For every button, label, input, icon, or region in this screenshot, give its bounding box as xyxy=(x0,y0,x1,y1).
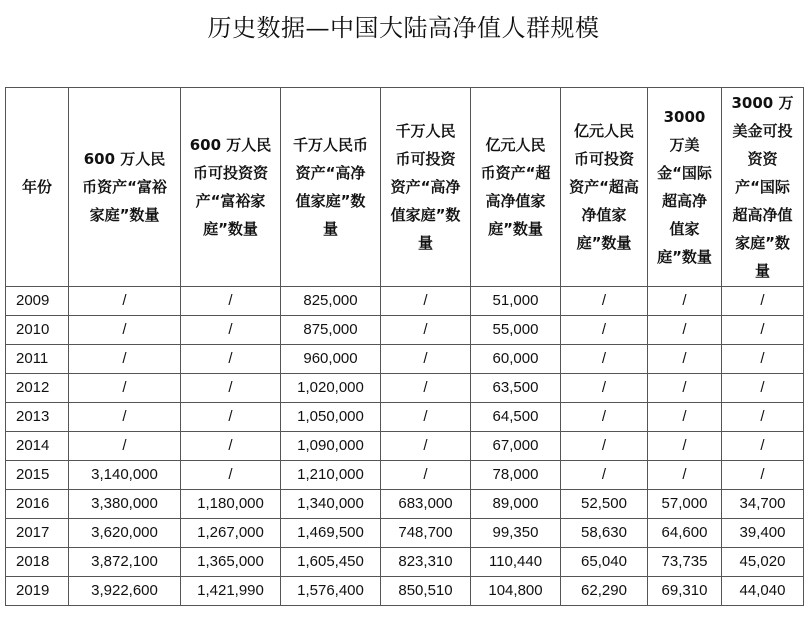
year-cell: 2011 xyxy=(6,345,69,374)
table-cell: / xyxy=(561,461,648,490)
table-cell: 960,000 xyxy=(281,345,381,374)
table-cell: 55,000 xyxy=(471,316,561,345)
table-cell: 110,440 xyxy=(471,548,561,577)
table-cell: / xyxy=(561,432,648,461)
table-cell: 62,290 xyxy=(561,577,648,606)
table-cell: / xyxy=(722,287,804,316)
table-cell: 51,000 xyxy=(471,287,561,316)
table-cell: 823,310 xyxy=(381,548,471,577)
column-header-intl-uhnw: 3000 万美金“国际超高净值家庭”数量 xyxy=(648,88,722,287)
table-cell: / xyxy=(722,461,804,490)
year-cell: 2015 xyxy=(6,461,69,490)
header-row xyxy=(6,88,804,287)
table-cell: 1,365,000 xyxy=(181,548,281,577)
table-cell: 3,872,100 xyxy=(69,548,181,577)
year-cell: 2016 xyxy=(6,490,69,519)
data-table xyxy=(5,87,804,606)
table-cell: 60,000 xyxy=(471,345,561,374)
table-cell: / xyxy=(69,345,181,374)
table-cell: 44,040 xyxy=(722,577,804,606)
column-header-hnw-investable: 千万人民币可投资资产“高净值家庭”数量 xyxy=(381,88,471,287)
year-cell: 2009 xyxy=(6,287,69,316)
column-header-uhnw-investable: 亿元人民币可投资资产“超高净值家庭”数量 xyxy=(561,88,648,287)
year-cell: 2014 xyxy=(6,432,69,461)
year-cell: 2017 xyxy=(6,519,69,548)
table-cell: / xyxy=(381,287,471,316)
table-cell: / xyxy=(181,287,281,316)
table-cell: / xyxy=(181,374,281,403)
table-cell: / xyxy=(722,432,804,461)
table-cell: 52,500 xyxy=(561,490,648,519)
table-cell: / xyxy=(648,374,722,403)
table-cell: 67,000 xyxy=(471,432,561,461)
table-cell: 1,267,000 xyxy=(181,519,281,548)
table-cell: 89,000 xyxy=(471,490,561,519)
table-cell: 3,922,600 xyxy=(69,577,181,606)
table-cell: / xyxy=(722,374,804,403)
table-cell: 1,340,000 xyxy=(281,490,381,519)
table-row xyxy=(6,519,804,548)
table-cell: / xyxy=(561,316,648,345)
table-cell: 875,000 xyxy=(281,316,381,345)
table-cell: / xyxy=(648,287,722,316)
year-cell: 2010 xyxy=(6,316,69,345)
column-header-year: 年份 xyxy=(6,88,69,287)
table-cell: 825,000 xyxy=(281,287,381,316)
table-cell: 57,000 xyxy=(648,490,722,519)
table-cell: / xyxy=(561,374,648,403)
table-cell: 64,500 xyxy=(471,403,561,432)
table-cell: / xyxy=(181,461,281,490)
table-cell: 99,350 xyxy=(471,519,561,548)
table-cell: 850,510 xyxy=(381,577,471,606)
year-cell: 2012 xyxy=(6,374,69,403)
table-cell: 45,020 xyxy=(722,548,804,577)
table-row xyxy=(6,490,804,519)
table-row xyxy=(6,287,804,316)
table-row xyxy=(6,577,804,606)
table-cell: 3,140,000 xyxy=(69,461,181,490)
table-cell: 683,000 xyxy=(381,490,471,519)
table-cell: / xyxy=(722,316,804,345)
table-cell: 1,210,000 xyxy=(281,461,381,490)
table-cell: 65,040 xyxy=(561,548,648,577)
table-cell: 1,180,000 xyxy=(181,490,281,519)
table-cell: / xyxy=(69,432,181,461)
table-cell: 78,000 xyxy=(471,461,561,490)
table-cell: / xyxy=(722,403,804,432)
table-cell: 1,576,400 xyxy=(281,577,381,606)
table-cell: / xyxy=(648,461,722,490)
table-cell: / xyxy=(381,345,471,374)
page-title: 历史数据—中国大陆高净值人群规模 xyxy=(207,14,600,42)
table-row xyxy=(6,432,804,461)
table-cell: / xyxy=(561,287,648,316)
column-header-intl-uhnw-investable: 3000 万美金可投资资产“国际超高净值家庭”数量 xyxy=(722,88,804,287)
table-cell: / xyxy=(561,403,648,432)
table-cell: / xyxy=(181,345,281,374)
table-cell: 104,800 xyxy=(471,577,561,606)
table-cell: 58,630 xyxy=(561,519,648,548)
table-cell: / xyxy=(69,287,181,316)
table-cell: 3,380,000 xyxy=(69,490,181,519)
table-cell: / xyxy=(561,345,648,374)
table-cell: / xyxy=(648,316,722,345)
table-cell: / xyxy=(69,403,181,432)
column-header-wealthy-investable: 600 万人民币可投资资产“富裕家庭”数量 xyxy=(181,88,281,287)
table-cell: / xyxy=(381,461,471,490)
table-cell: / xyxy=(722,345,804,374)
table-cell: 34,700 xyxy=(722,490,804,519)
table-row xyxy=(6,345,804,374)
table-row xyxy=(6,461,804,490)
table-cell: 39,400 xyxy=(722,519,804,548)
table-cell: / xyxy=(648,403,722,432)
table-row xyxy=(6,548,804,577)
table-cell: 1,050,000 xyxy=(281,403,381,432)
table-cell: 1,469,500 xyxy=(281,519,381,548)
table-body xyxy=(6,287,804,606)
column-header-uhnw-assets: 亿元人民币资产“超高净值家庭”数量 xyxy=(471,88,561,287)
year-cell: 2019 xyxy=(6,577,69,606)
table-cell: 63,500 xyxy=(471,374,561,403)
table-cell: 748,700 xyxy=(381,519,471,548)
table-cell: 3,620,000 xyxy=(69,519,181,548)
table-cell: / xyxy=(381,374,471,403)
table-cell: / xyxy=(181,403,281,432)
table-cell: / xyxy=(181,432,281,461)
table-row xyxy=(6,403,804,432)
table-cell: / xyxy=(69,374,181,403)
table-row xyxy=(6,316,804,345)
column-header-hnw-assets: 千万人民币资产“高净值家庭”数量 xyxy=(281,88,381,287)
table-cell: 73,735 xyxy=(648,548,722,577)
table-cell: / xyxy=(381,316,471,345)
table-cell: / xyxy=(181,316,281,345)
year-cell: 2018 xyxy=(6,548,69,577)
table-cell: 1,421,990 xyxy=(181,577,281,606)
table-cell: 69,310 xyxy=(648,577,722,606)
table-row xyxy=(6,374,804,403)
table-cell: 1,020,000 xyxy=(281,374,381,403)
table-cell: 1,605,450 xyxy=(281,548,381,577)
table-cell: / xyxy=(648,432,722,461)
year-cell: 2013 xyxy=(6,403,69,432)
table-cell: / xyxy=(381,403,471,432)
table-cell: / xyxy=(69,316,181,345)
column-header-wealthy-assets: 600 万人民币资产“富裕家庭”数量 xyxy=(69,88,181,287)
table-cell: / xyxy=(648,345,722,374)
table-cell: 1,090,000 xyxy=(281,432,381,461)
table-cell: 64,600 xyxy=(648,519,722,548)
table-cell: / xyxy=(381,432,471,461)
